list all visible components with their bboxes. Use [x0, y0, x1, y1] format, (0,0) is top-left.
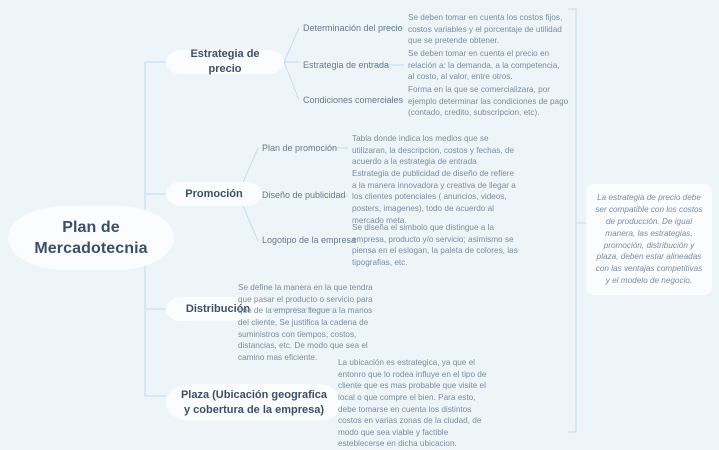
- connector-precio-condiciones: [284, 62, 299, 100]
- detail-logotipo-de-la-empresa: Se diseña el simbolo que distingue a la empresa, producto y/o servicio; asimismo se piensa en el eslogan, la paleta de colores, las tipografias, etc.: [352, 223, 518, 267]
- branch-node-promocion[interactable]: [166, 182, 262, 206]
- branch-node-estrategia-de-precio[interactable]: [166, 50, 284, 74]
- detail-estrategia-de-entrada: Se deben tomar en cuenta el precio en relación a: la demanda, a la competencia, al costo, al valor, entre otros.: [408, 49, 560, 82]
- detail-plaza: La ubicación es estrategica, ya que el entonro que lo rodea influye en el tipo de cliente que es mas probable que visite el local o que compre el bien. Para esto, debe tomarse en cuenta los distintos costos en varias zonas de la ciudad, de modo que sea viable y factible esteblecerse en dicha ubicacion.: [338, 358, 487, 449]
- detail-distribucion: Se define la manera en la que tendra que pasar el producto o servicio para que de la empresa llegue a la manos del cliente, Se justifica la cadena de suministros con tiempos, costos, distancias, etc. De modo que sea el camino mas eficiente.: [238, 283, 373, 362]
- detail-plan-de-promocion: Tabla donde indica los medios que se utilizaran, la descripcion, costos y fechas, de acuerdo a la estrategia de entrada: [352, 134, 515, 167]
- root-node[interactable]: [8, 206, 174, 270]
- branch-label-estrategia-de-precio: Estrategia de precio: [190, 48, 260, 75]
- sub-label-plan-de-promocion[interactable]: Plan de promoción: [262, 143, 338, 153]
- detail-diseno-de-publicidad: Estrategia de publicidad de diseño de refiere a la manera innovadora y creativa de llegar a los clientes potenciales ( anuncios, videos, posters, imagenes), todo de acuerdo al mercado meta.: [352, 169, 516, 225]
- connector-right-spine: [568, 9, 576, 432]
- detail-condiciones-comerciales: Forma en la que se comercializara, por ejemplo determinar las condiciones de pago (contado, credito, subscripcion, etc).: [408, 85, 569, 118]
- sub-label-condiciones-comerciales[interactable]: Condiciones comerciales: [303, 95, 404, 105]
- branch-label-plaza: Plaza (Ubicación geografica y cobertura de la empresa): [180, 388, 328, 416]
- sub-label-estrategia-de-entrada[interactable]: Estrategia de entrada: [303, 60, 390, 70]
- detail-determinacion-del-precio: Se deben tomar en cuenta los costos fijos, costos variables y el porcentaje de utilidad que se pretende obtener.: [408, 13, 563, 46]
- summary-note: La estrategia de precio debe ser compatible con los costos de producción. De igual manera, las estrategias, promoción, distribución y plaza, deben estar alineadas con las ventajas competitivas y el modelo de negocio.: [586, 184, 712, 295]
- sub-label-logotipo-de-la-empresa[interactable]: Logotipo de la empresa: [262, 235, 357, 245]
- branch-label-distribucion: Distribución: [185, 302, 251, 315]
- sub-label-determinacion-del-precio[interactable]: Determinación del precio: [303, 23, 403, 33]
- connector-precio-determinacion: [284, 28, 299, 62]
- sub-label-diseno-de-publicidad[interactable]: Diseño de publicidad: [262, 190, 346, 200]
- branch-node-plaza[interactable]: [166, 384, 342, 421]
- root-node-label: Plan de Mercadotecnia: [34, 218, 148, 257]
- branch-label-promocion: Promoción: [185, 187, 243, 200]
